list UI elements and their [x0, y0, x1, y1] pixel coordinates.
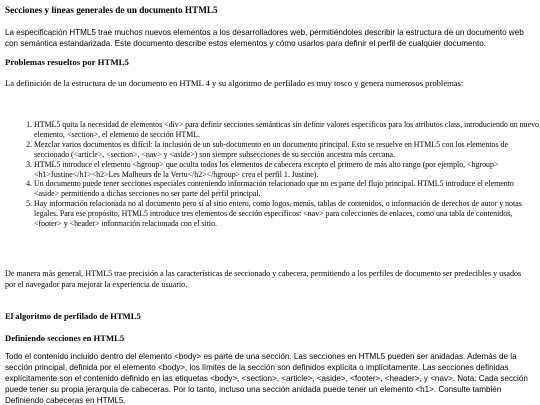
- problems-list: [21, 120, 539, 229]
- sections-body-paragraph: Todo el contenido incluido dentro del elemento <body> es parte de una sección. Las secciones en HTML5 pueden ser anidadas. Además de la sección principal, definida por el elemento <body>, los límites de la sección son definidos explícita o implícitamente. Las secciones definidas explícitamente son el contenido definido en las etiquetas <body>, <section>, <article>, <aside>, <footer>, <header>, y <nav>. Nota: Cada sección puede tener su propia jerarquía de cabeceras. Por lo tanto, incluso una sección anidada puede tener un elemento <h1>. Consulte también Definiendo cabeceras en HTML5.: [5, 352, 528, 405]
- general-paragraph: De manera más general, HTML5 trae precisión a las características de seccionado y cabecera, permitiendo a los perfiles de documento ser predecibles y usados por el navegador para mejorar la experiencia de usuario.: [5, 269, 522, 289]
- problems-intro-paragraph: La definición de la estructura de un documento en HTML 4 y su algoritmo de perfilado es muy tosco y genera numerosos problemas:: [5, 78, 464, 88]
- intro-paragraph: La especificación HTML5 trae muchos nuevos elementos a los desarrolladores web, permitiéndoles describir la estructura de un documento web con semántica estandarizada. Este documento describe estos elementos y cómo usarlos para definir el perfil de cualquier documento.: [5, 28, 524, 48]
- sections-heading: Definiendo secciones en HTML5: [5, 333, 125, 343]
- problem-item: 3. HTML5 introduce el elemento <hgroup> que oculta todos los elementos de cabecera excepto el primero de más alto rango (por ejemplo, <hgroup><h1>Justine</h1><h2>Les Malheurs de la Vertu</h2></hgroup> crea el perfil 1. Justine).: [34, 160, 539, 180]
- problem-item: 4. Un documento puede tener secciones especiales conteniendo información relacionado que no es parte del flujo principal. HTML5 introduce el elemento <aside> permitiendo a dichas secciones no ser parte del perfil principal.: [34, 179, 539, 199]
- problem-item: 5. Hay información relacionada no al documento pero sí al sitio entero, como logos, menús, tablas de contenidos, o información de derechos de autor y notas legales. Para ese propósito, HTML5 introduce tres elementos de sección específicos: <nav> para colecciones de enlaces, como una tabla de contenidos, <footer> y <header> información relacionada con el sitio.: [34, 199, 539, 229]
- problem-item: 2. Mezclar varios documentos es difícil: la inclusión de un sub-documento en un documento principal. Esto se resuelve en HTML5 con los elementos de seccionado (<article>, <section>, <nav> y <aside>) son siempre subsecciones de su sección ancestra más cercana.: [34, 140, 539, 160]
- problems-heading: Problemas resueltos por HTML5: [5, 57, 129, 67]
- algorithm-heading: El algoritmo de perfilado de HTML5: [5, 311, 141, 321]
- page-title: Secciones y líneas generales de un documento HTML5: [5, 5, 218, 15]
- problem-item: 1. HTML5 quita la necesidad de elementos <div> para definir secciones semánticas sin definir valores específicos para los atributos class, introduciendo un nuevo elemento, <section>, el elemento de sección HTML.: [34, 120, 539, 140]
